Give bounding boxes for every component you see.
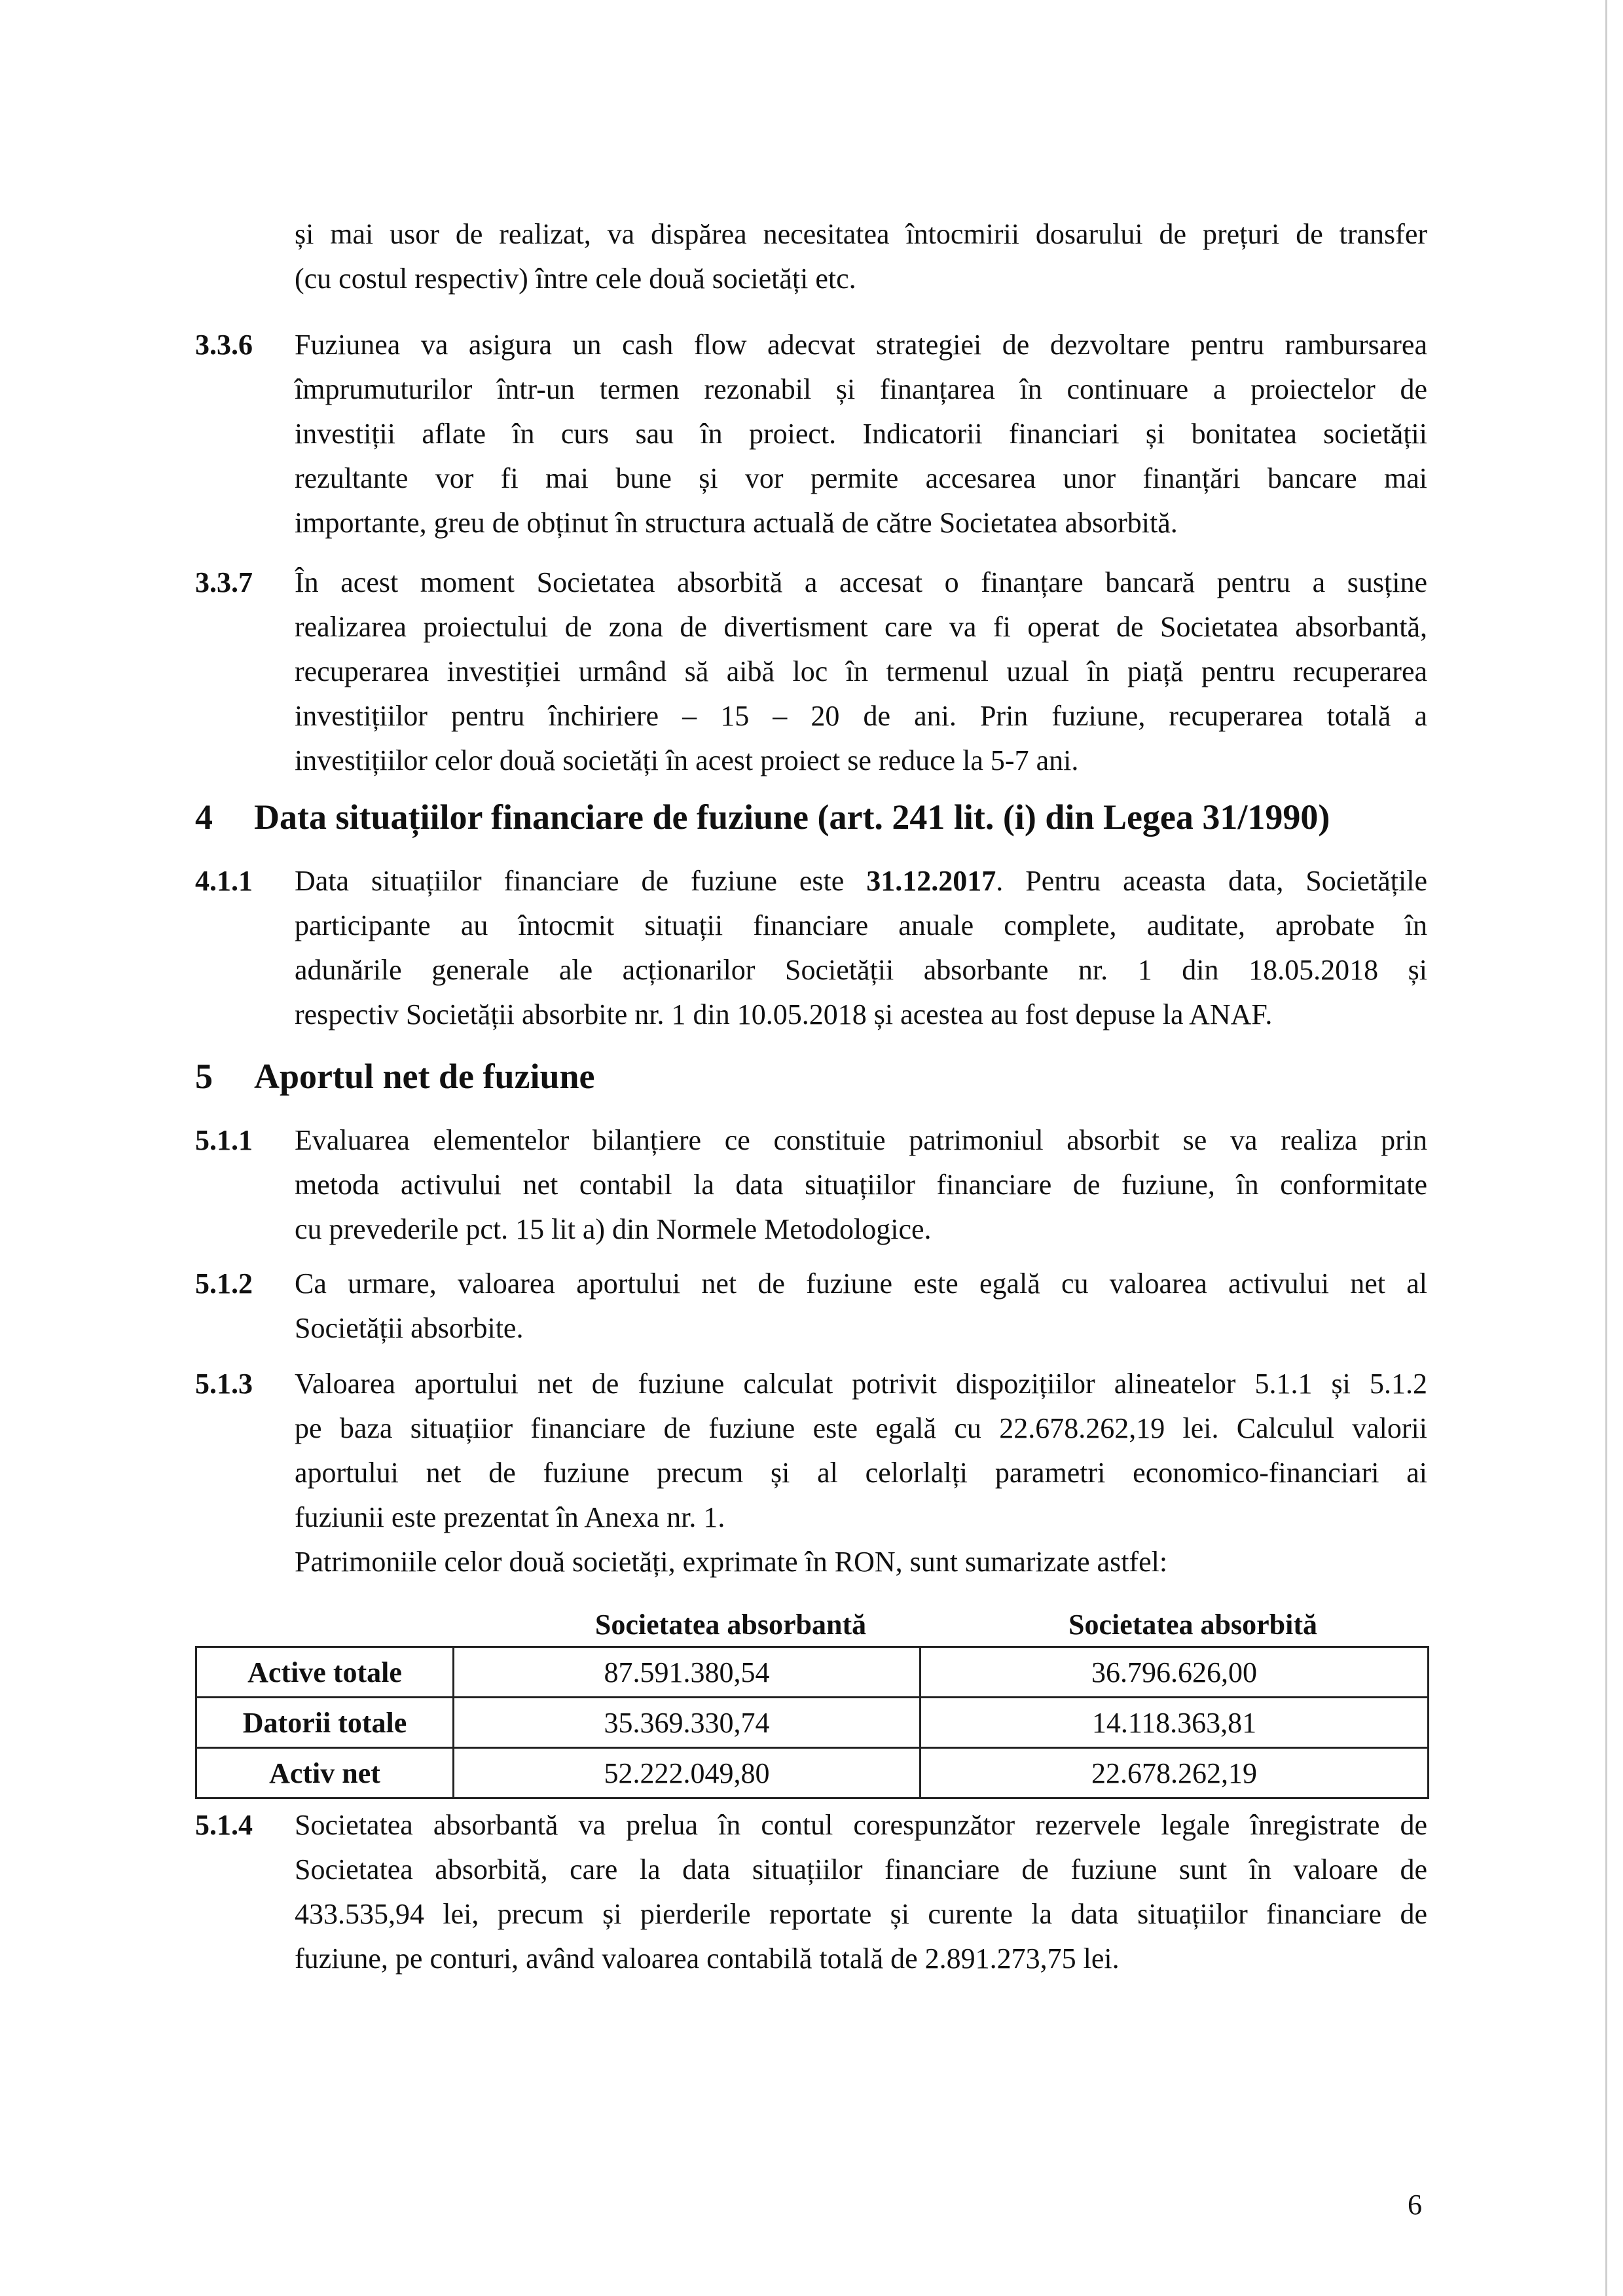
text-line: împrumuturilor într-un termen rezonabil și finanțarea în continuare a proiectelor de	[295, 373, 1427, 405]
text-line: investițiilor celor două societăți în acest proiect se reduce la 5-7 ani.	[295, 744, 1079, 776]
text-line: În acest moment Societatea absorbită a accesat o finanțare bancară pentru a susține	[295, 566, 1427, 598]
cell-value: 14.118.363,81	[921, 1698, 1429, 1748]
text-line: fuziune, pe conturi, având valoarea contabilă totală de 2.891.273,75 lei.	[295, 1942, 1120, 1975]
paragraph-5-1-3	[295, 1362, 1427, 1584]
section-number-4-1-1: 4.1.1	[195, 865, 253, 897]
text-line: recuperarea investiției urmând să aibă loc în termenul uzual în piață pentru recuperarea	[295, 655, 1427, 687]
text-line: metoda activului net contabil la data situațiilor financiare de fuziune, în conformitate	[295, 1169, 1427, 1201]
heading-title: Aportul net de fuziune	[254, 1057, 595, 1096]
merger-date: 31.12.2017	[866, 865, 996, 897]
text-line: Societatea absorbantă va prelua în contul corespunzător rezervele legale înregistrate de	[295, 1809, 1427, 1841]
text-line: participante au întocmit situații financiare anuale complete, auditate, aprobate în	[295, 909, 1427, 941]
text-line: Evaluarea elementelor bilanțiere ce constituie patrimoniul absorbit se va realiza prin	[295, 1124, 1427, 1156]
text-line: investiții aflate în curs sau în proiect. Indicatorii financiari și bonitatea societății	[295, 418, 1427, 450]
table-row	[196, 1647, 1429, 1698]
section-number-5-1-3: 5.1.3	[195, 1368, 253, 1400]
cell-value: 87.591.380,54	[454, 1647, 921, 1698]
text-line: fuziunii este prezentat în Anexa nr. 1.	[295, 1501, 725, 1533]
paragraph-intro-continuation	[295, 212, 1427, 301]
text-line: Societatea absorbită, care la data situațiilor financiare de fuziune sunt în valoare de	[295, 1853, 1427, 1886]
row-label: Active totale	[196, 1647, 454, 1698]
text-line: investițiilor pentru închiriere – 15 – 20 de ani. Prin fuziune, recuperarea totală a	[295, 700, 1427, 732]
text-line: 433.535,94 lei, precum și pierderile reportate și curente la data situațiilor financiare de	[295, 1898, 1427, 1930]
text-line: Valoarea aportului net de fuziune calculat potrivit dispozițiilor alineatelor 5.1.1 și 5.1.2	[295, 1368, 1427, 1400]
table-column-header-absorbanta: Societatea absorbantă	[594, 1609, 867, 1641]
paragraph-4-1-1	[295, 859, 1427, 1037]
text-line: Patrimoniile celor două societăți, exprimate în RON, sunt sumarizate astfel:	[295, 1546, 1168, 1578]
financial-summary-table	[195, 1646, 1429, 1799]
text-line: Societății absorbite.	[295, 1312, 524, 1344]
paragraph-5-1-4	[295, 1803, 1427, 1981]
section-number-5-1-1: 5.1.1	[195, 1124, 253, 1156]
heading-title: Data situațiilor financiare de fuziune (art. 241 lit. (i) din Legea 31/1990)	[254, 797, 1330, 837]
text-line: (cu costul respectiv) între cele două societăți etc.	[295, 263, 856, 295]
cell-value: 52.222.049,80	[454, 1748, 921, 1798]
paragraph-3-3-7	[295, 560, 1427, 783]
text-line: Ca urmare, valoarea aportului net de fuziune este egală cu valoarea activului net al	[295, 1267, 1427, 1300]
section-number-5-1-2: 5.1.2	[195, 1267, 253, 1300]
table-row	[196, 1698, 1429, 1748]
text-line: importante, greu de obținut în structura actuală de către Societatea absorbită.	[295, 507, 1178, 539]
section-number-3-3-7: 3.3.7	[195, 566, 253, 598]
cell-value: 36.796.626,00	[921, 1647, 1429, 1698]
text-line: adunările generale ale acționarilor Societății absorbante nr. 1 din 18.05.2018 și	[295, 954, 1427, 986]
section-number-3-3-6: 3.3.6	[195, 329, 253, 361]
table-column-header-absorbita: Societatea absorbită	[1068, 1609, 1318, 1641]
text-line: Data situațiilor financiare de fuziune este 31.12.2017. Pentru aceasta data, Societățile	[295, 865, 1427, 897]
heading-number: 5	[195, 1057, 213, 1096]
paragraph-5-1-1	[295, 1118, 1427, 1252]
paragraph-3-3-6	[295, 323, 1427, 545]
text-line: realizarea proiectului de zona de divertisment care va fi operat de Societatea absorbantă,	[295, 611, 1427, 643]
scan-edge-line	[1605, 0, 1607, 2296]
text-line: și mai usor de realizat, va dispărea necesitatea întocmirii dosarului de prețuri de transfer	[295, 218, 1427, 250]
text-line: Fuziunea va asigura un cash flow adecvat strategiei de dezvoltare pentru rambursarea	[295, 329, 1427, 361]
cell-value: 22.678.262,19	[921, 1748, 1429, 1798]
heading-number: 4	[195, 797, 213, 837]
heading-section-5	[195, 1053, 595, 1100]
cell-value: 35.369.330,74	[454, 1698, 921, 1748]
table-row	[196, 1748, 1429, 1798]
row-label: Activ net	[196, 1748, 454, 1798]
text-line: rezultante vor fi mai bune și vor permite accesarea unor finanțări bancare mai	[295, 462, 1427, 494]
text-line: pe baza situațiior financiare de fuziune este egală cu 22.678.262,19 lei. Calculul valorii	[295, 1412, 1427, 1444]
heading-section-4	[195, 793, 1330, 841]
row-label: Datorii totale	[196, 1698, 454, 1748]
page-number: 6	[1408, 2189, 1422, 2221]
paragraph-5-1-2	[295, 1262, 1427, 1351]
section-number-5-1-4: 5.1.4	[195, 1809, 253, 1841]
text-line: cu prevederile pct. 15 lit a) din Normele Metodologice.	[295, 1213, 932, 1245]
text-line: aportului net de fuziune precum și al celorlalți parametri economico-financiari ai	[295, 1457, 1427, 1489]
text-line: respectiv Societății absorbite nr. 1 din 10.05.2018 și acestea au fost depuse la ANAF.	[295, 998, 1273, 1030]
